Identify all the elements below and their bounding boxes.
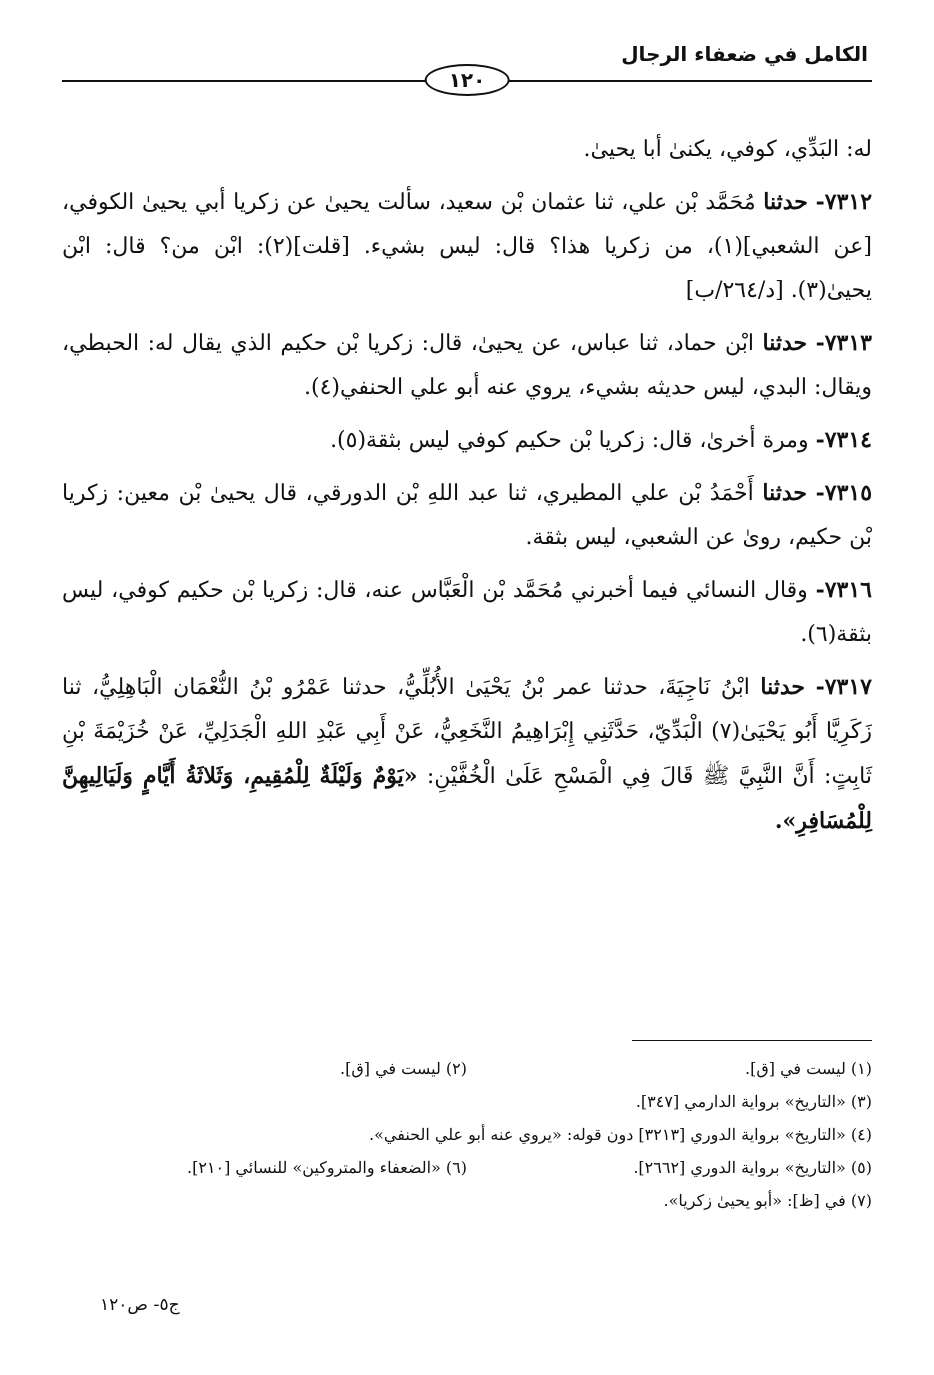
entry-number: ٧٣١٢- xyxy=(815,189,873,215)
footnote-4: (٤) «التاريخ» برواية الدوري [٣٢١٣] دون قوله: «يروي عنه أبو علي الحنفي». xyxy=(369,1125,872,1144)
entry-7313 xyxy=(62,321,872,410)
footnote-6: (٦) «الضعفاء والمتروكين» للنسائي [٢١٠]. xyxy=(186,1158,467,1177)
footnote-1: (١) ليست في [ق]. xyxy=(745,1059,872,1078)
entry-number: ٧٣١٣- xyxy=(815,330,872,356)
entry-text: مُحَمَّد بْن علي، ثنا عثمان بْن سعيد، سألت يحيىٰ عن زكريا أبي يحيىٰ الكوفي، [عن الشعبي](١)، من زكريا هذا؟ قال: ليس بشيء. [قلت](٢): ابْن من؟ قال: ابْن يحيىٰ(٣). [د/٢٦٤/ب] xyxy=(62,190,873,303)
entry-number: ٧٣١٤- xyxy=(815,427,872,453)
entry-7317 xyxy=(62,665,872,844)
entry-7315 xyxy=(62,471,872,560)
entry-text: له: البَدِّي، كوفي، يكنىٰ أبا يحيىٰ. xyxy=(583,137,872,162)
page-header xyxy=(62,36,872,92)
page-footer: ج٥- ص١٢٠ xyxy=(100,1295,180,1315)
footnote-7: (٧) في [ظ]: «أبو يحيىٰ زكريا». xyxy=(663,1191,872,1210)
main-text xyxy=(62,128,872,852)
page-number-badge: ١٢٠ xyxy=(425,64,510,96)
entry-keyword: حدثنا xyxy=(760,674,806,700)
footnote-3: (٣) «التاريخ» برواية الدارمي [٣٤٧]. xyxy=(635,1092,872,1111)
entry-text: أَحْمَدُ بْن علي المطيري، ثنا عبد اللهِ بْن الدورقي، قال يحيىٰ بْن معين: زكريا بْن حكيم، روىٰ عن الشعبي، ليس بثقة. xyxy=(62,481,872,550)
entry-7316 xyxy=(62,568,872,657)
entry-number: ٧٣١٥- xyxy=(815,480,873,506)
entry-text: ومرة أخرىٰ، قال: زكريا بْن حكيم كوفي ليس بثقة(٥). xyxy=(330,428,809,453)
entry-keyword: حدثنا xyxy=(762,330,808,356)
entry-number: ٧٣١٧- xyxy=(815,674,872,700)
entry-keyword: حدثنا xyxy=(763,189,808,215)
entry-keyword: حدثنا xyxy=(762,480,807,506)
entry-7312 xyxy=(62,180,872,313)
book-title: الكامل في ضعفاء الرجال xyxy=(621,42,868,66)
entry-text: ابْن حماد، ثنا عباس، عن يحيىٰ، قال: زكريا بْن حكيم الذي يقال له: الحبطي، ويقال: البدي، ليس حديثه بشيء، يروي عنه أبو علي الحنفي(٤). xyxy=(62,331,872,400)
footnote-2: (٢) ليست في [ق]. xyxy=(340,1059,467,1078)
hadith-text: «يَوْمٌ وَلَيْلَةٌ لِلْمُقِيمِ، وَثَلاثَةُ أَيَّامٍ وَلَيَالِيهِنَّ لِلْمُسَافِرِ». xyxy=(62,763,872,834)
footnote-row xyxy=(62,1052,872,1085)
entry-text: ابْنُ نَاجِيَةَ، حدثنا عمر بْنُ يَحْيَىٰ الأُبُلِّيُّ، حدثنا عَمْرُو بْنُ النُّعْمَان الْبَاهِلِيُّ، ثنا زَكَرِيَّا أَبُو يَحْيَىٰ(٧) الْبَدِّيّ، حَدَّثَنِي إِبْرَاهِيمُ النَّخَعِيُّ، عَنْ أَبِي عَبْدِ اللهِ الْجَدَلِيِّ، عَنْ خُزَيْمَةَ بْنِ ثَابِتٍ: أَنَّ النَّبِيَّ ﷺ قَالَ فِي الْمَسْحِ عَلَىٰ الْخُفَّيْنِ: xyxy=(62,675,872,789)
entry-number: ٧٣١٦- xyxy=(815,577,872,603)
entry-text: وقال النسائي فيما أخبرني مُحَمَّد بْن الْعَبَّاس عنه، قال: زكريا بْن حكيم كوفي، ليس بثقة(٦). xyxy=(62,578,872,647)
entry-0 xyxy=(62,128,872,172)
footnote-5: (٥) «التاريخ» برواية الدوري [٢٦٦٢]. xyxy=(633,1158,872,1177)
footnotes xyxy=(62,1052,872,1217)
footnote-rule xyxy=(632,1040,872,1041)
entry-7314 xyxy=(62,418,872,463)
footnote-row xyxy=(62,1151,872,1184)
